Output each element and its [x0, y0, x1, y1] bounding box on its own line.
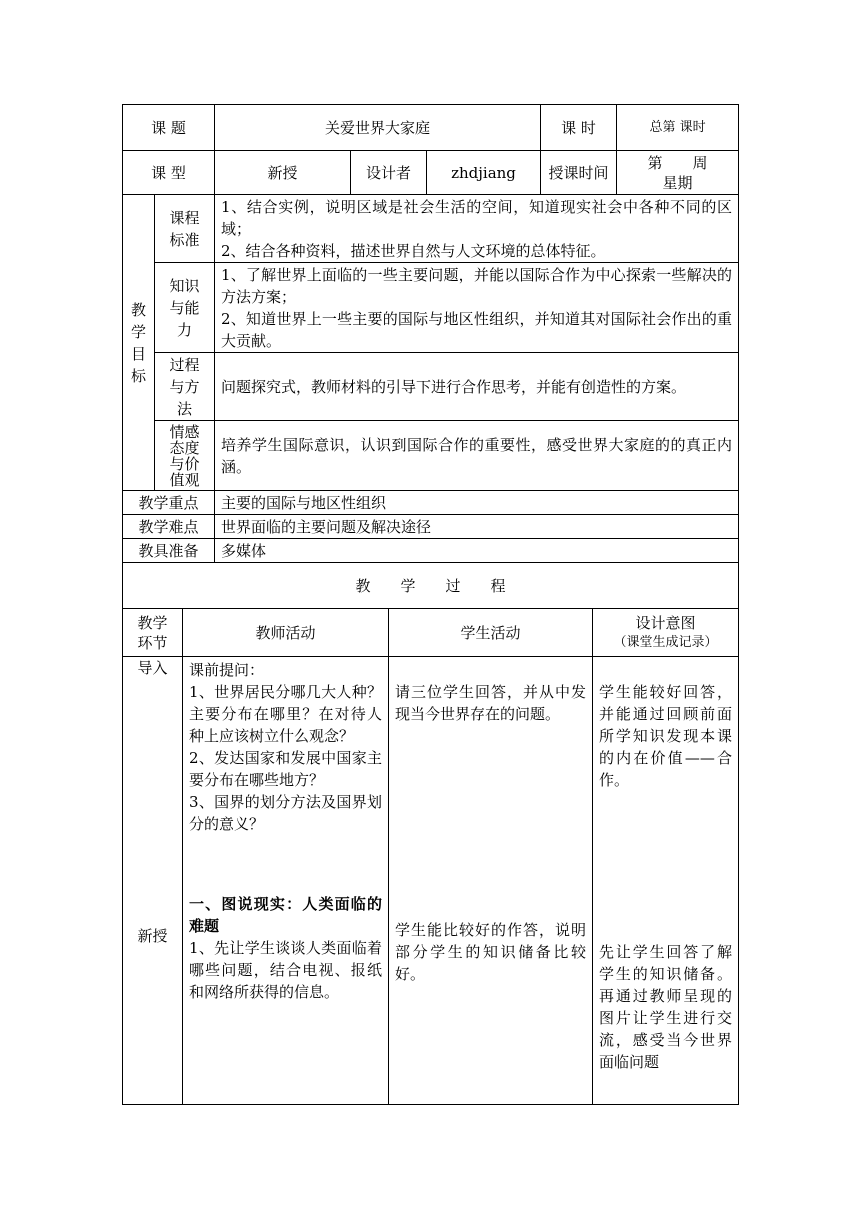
stage-intro: 导入 [137, 659, 168, 677]
weekday-text: 星期 [662, 173, 693, 192]
goal-content-standard [215, 195, 739, 263]
hours-value: 总第 课时 [617, 105, 739, 151]
teacher-line: 1、世界居民分哪几大人种？主要分布在哪里？在对待人种上应该树立什么观念？ [189, 683, 382, 745]
new-teacher-activity: 1、先让学生谈谈人类面临着哪些问题，结合电视、报纸和网络所获得的信息。 [189, 939, 382, 1001]
design-intent-cell [593, 657, 739, 1105]
materials-value: 多媒体 [215, 539, 739, 563]
teacher-activity-cell [183, 657, 389, 1105]
goal-label-text: 知识与能力 [169, 276, 200, 339]
goal-line: 2、结合各种资料，描述世界自然与人文环境的总体特征。 [221, 241, 606, 260]
goal-line: 2、知道世界上一些主要的国际与地区性组织，并知道其对国际社会作出的重大贡献。 [221, 309, 733, 350]
type-value: 新授 [215, 151, 351, 195]
topic-label: 课 题 [123, 105, 215, 151]
difficult-points-label: 教学难点 [123, 515, 215, 539]
goals-label-text: 教学目标 [130, 300, 146, 385]
hours-label: 课 时 [541, 105, 617, 151]
goal-content-attitude [215, 421, 739, 491]
stage-new: 新授 [137, 927, 168, 945]
stage-cell [123, 657, 183, 1105]
new-design-intent: 先让学生回答了解学生的知识储备。再通过教师呈现的图片让学生进行交流，感受当今世界面临问题 [599, 943, 732, 1071]
type-label: 课 型 [123, 151, 215, 195]
design-header-note: （课堂生成记录） [613, 634, 718, 650]
stage-header [123, 609, 183, 657]
new-student-activity: 学生能比较好的作答，说明部分学生的知识储备比较好。 [395, 921, 586, 983]
goal-line: 1、结合实例，说明区域是社会生活的空间，知道现实社会中各种不同的区域； [221, 197, 733, 238]
teacher-line: 2、发达国家和发展中国家主要分布在哪些地方？ [189, 749, 382, 789]
time-label: 授课时间 [541, 151, 617, 195]
goal-content-process [215, 353, 739, 421]
goal-label-knowledge [155, 263, 215, 353]
student-header: 学生活动 [389, 609, 593, 657]
student-activity-cell [389, 657, 593, 1105]
key-points-value: 主要的国际与地区性组织 [215, 491, 739, 515]
teacher-line: 3、国界的划分方法及国界划分的意义？ [189, 793, 382, 833]
teacher-line: 课前提问： [189, 661, 265, 679]
intro-student-activity: 请三位学生回答，并从中发现当今世界存在的问题。 [395, 683, 586, 723]
time-value [617, 151, 739, 195]
design-header-title: 设计意图 [635, 613, 696, 632]
goal-label-text: 情感态度与价值观 [169, 422, 200, 489]
goal-content-knowledge [215, 263, 739, 353]
goal-line: 培养学生国际意识，认识到国际合作的重要性，感受世界大家庭的的真正内涵。 [221, 435, 733, 476]
process-title: 教 学 过 程 [123, 563, 739, 609]
lesson-info-table [122, 104, 739, 609]
design-header [593, 609, 739, 657]
intro-design-intent: 学生能较好回答，并能通过回顾前面所学知识发现本课的内在价值——合作。 [599, 683, 732, 789]
goal-label-text: 课程标准 [169, 208, 200, 249]
goal-line: 1、了解世界上面临的一些主要问题，并能以国际合作为中心探索一些解决的方法方案； [221, 265, 733, 306]
key-points-label: 教学重点 [123, 491, 215, 515]
week-text: 第 周 [647, 153, 708, 172]
new-section-heading: 一、图说现实：人类面临的难题 [189, 895, 382, 935]
materials-label: 教具准备 [123, 539, 215, 563]
goals-label [123, 195, 155, 491]
teacher-header: 教师活动 [183, 609, 389, 657]
process-table [122, 608, 739, 1105]
goal-label-process [155, 353, 215, 421]
goal-label-text: 过程与方法 [169, 355, 200, 418]
designer-value: zhdjiang [427, 151, 541, 195]
goal-label-standard [155, 195, 215, 263]
stage-header-text: 教学环节 [137, 613, 168, 652]
designer-label: 设计者 [351, 151, 427, 195]
topic-value: 关爱世界大家庭 [215, 105, 541, 151]
goal-label-attitude [155, 421, 215, 491]
difficult-points-value: 世界面临的主要问题及解决途径 [215, 515, 739, 539]
goal-line: 问题探究式，教师材料的引导下进行合作思考，并能有创造性的方案。 [221, 377, 687, 396]
